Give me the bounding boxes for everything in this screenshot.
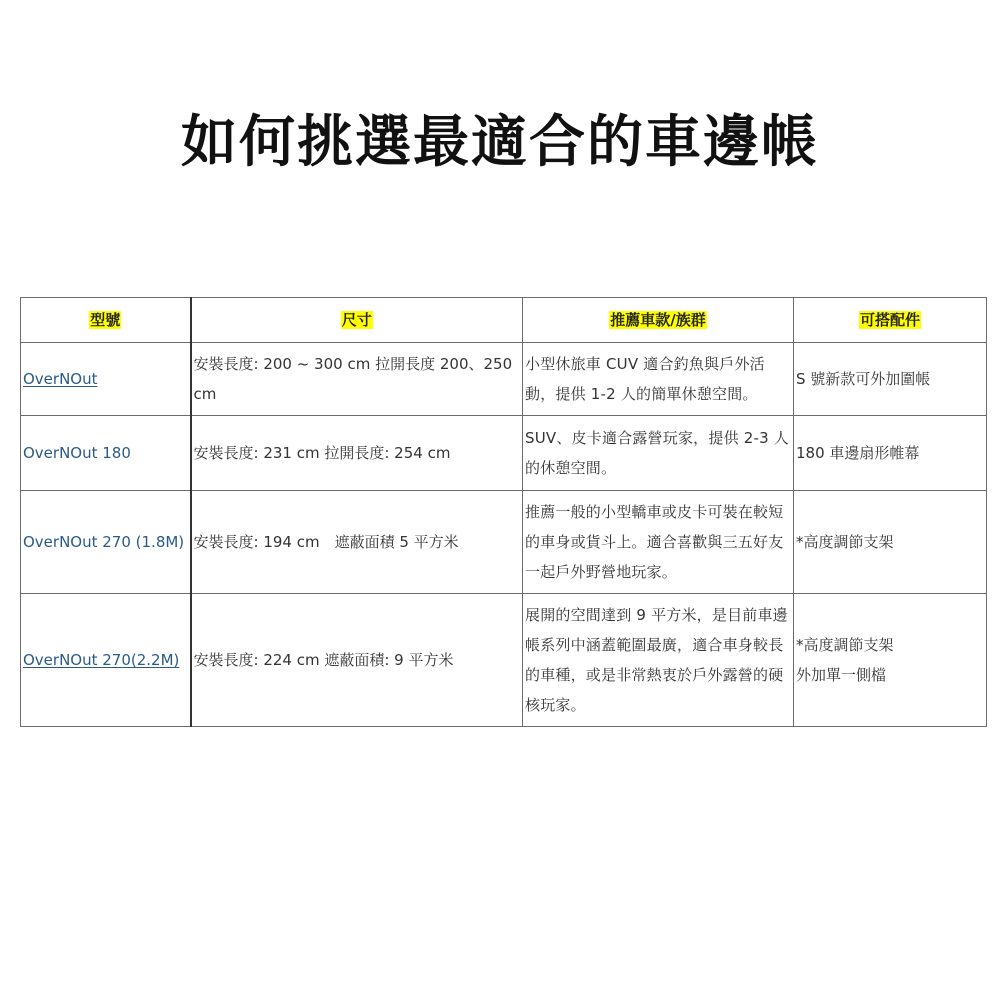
model-name: OverNOut 270 (1.8M) [23, 533, 185, 551]
header-model-label: 型號 [90, 311, 121, 329]
size-text: 安裝長度: 194 cm 遮蔽面積 5 平方米 [193, 533, 459, 551]
table-row [21, 491, 987, 594]
header-model [21, 298, 191, 343]
model-name: OverNOut 180 [23, 444, 131, 462]
model-cell [21, 416, 191, 491]
model-link-overnout[interactable]: OverNOut [23, 370, 98, 388]
size-cell [191, 594, 523, 727]
accessories-cell [794, 343, 987, 416]
recommendation-cell [523, 416, 794, 491]
accessory-text: 外加單一側檔 [796, 666, 887, 684]
recommendation-text: SUV、皮卡適合露營玩家，提供 2-3 人的休憩空間。 [525, 429, 789, 477]
model-cell [21, 491, 191, 594]
page-title: 如何挑選最適合的車邊帳 [181, 110, 819, 175]
header-recommendation [523, 298, 794, 343]
size-text: 安裝長度: 200 ~ 300 cm 拉開長度 200、250 cm [193, 355, 513, 403]
table-row [21, 416, 987, 491]
recommendation-cell [523, 343, 794, 416]
header-accessories [794, 298, 987, 343]
size-cell [191, 491, 523, 594]
size-cell [191, 343, 523, 416]
table-header-row [21, 298, 987, 343]
size-text: 安裝長度: 224 cm 遮蔽面積: 9 平方米 [193, 651, 454, 669]
header-accessories-label: 可搭配件 [859, 311, 920, 329]
accessory-text: S 號新款可外加圍帳 [796, 370, 931, 388]
accessory-text: *高度調節支架 [796, 533, 894, 551]
accessory-text: *高度調節支架 [796, 636, 894, 654]
header-size-label: 尺寸 [341, 311, 372, 329]
size-text: 安裝長度: 231 cm 拉開長度: 254 cm [193, 444, 451, 462]
accessories-cell [794, 491, 987, 594]
model-cell [21, 594, 191, 727]
model-cell [21, 343, 191, 416]
recommendation-text: 展開的空間達到 9 平方米，是目前車邊帳系列中涵蓋範圍最廣，適合車身較長的車種，或是非常熱衷於戶外露營的硬核玩家。 [525, 606, 788, 714]
recommendation-cell [523, 491, 794, 594]
comparison-table [20, 297, 987, 727]
table-row [21, 343, 987, 416]
header-size [191, 298, 523, 343]
accessories-cell [794, 594, 987, 727]
model-link-overnout-270-2-2m[interactable]: OverNOut 270(2.2M) [23, 651, 180, 669]
table-row [21, 594, 987, 727]
header-recommendation-label: 推薦車款/族群 [610, 311, 706, 329]
accessories-cell [794, 416, 987, 491]
size-cell [191, 416, 523, 491]
recommendation-text: 小型休旅車 CUV 適合釣魚與戶外活動，提供 1-2 人的簡單休憩空間。 [525, 355, 765, 403]
accessory-text: 180 車邊扇形帷幕 [796, 444, 920, 462]
recommendation-cell [523, 594, 794, 727]
recommendation-text: 推薦一般的小型轎車或皮卡可裝在較短的車身或貨斗上。適合喜歡與三五好友一起戶外野營地玩家。 [525, 503, 784, 581]
